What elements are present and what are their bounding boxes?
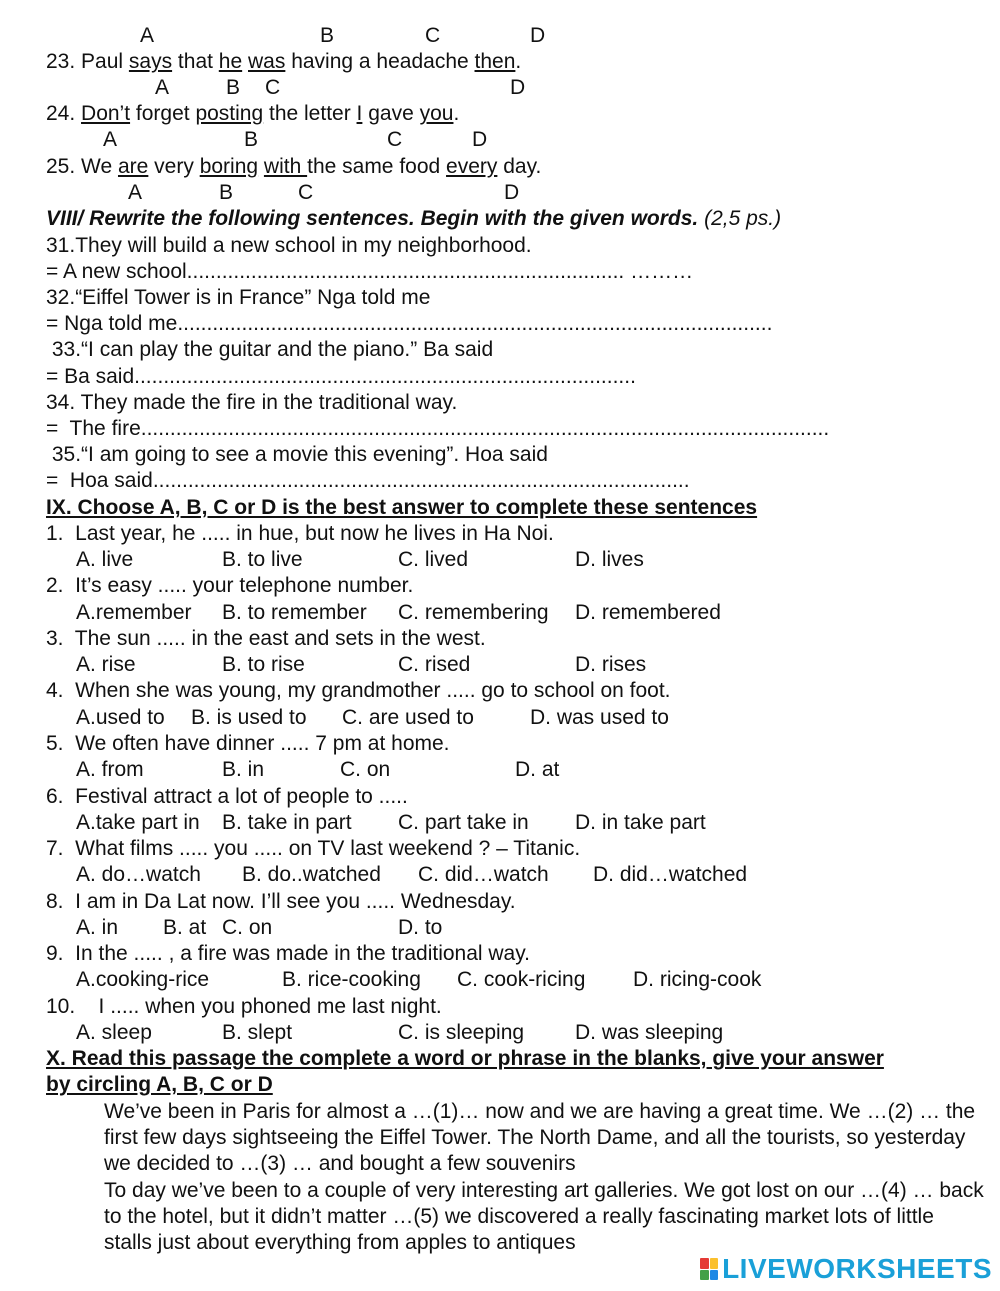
underlined-word: every	[446, 155, 498, 178]
option-a[interactable]: A.used to	[76, 706, 165, 729]
rewrite-question-32: 32.“Eiffel Tower is in France” Nga told me	[46, 286, 431, 309]
underlined-word: then	[474, 50, 516, 73]
letter-b: B	[244, 128, 259, 151]
letter-a: A	[128, 181, 143, 204]
passage-paragraph-1: We’ve been in Paris for almost a …(1)… now and we are having a great time. We …(2) … the first few days sightseeing the Eiffel Tower. The North Dame, and all the tourists, so yesterday we decided to …(3) … and bought a few souvenirs	[104, 1100, 976, 1176]
mcq-question-9: 9. In the ..... , a fire was made in the traditional way.	[46, 942, 531, 965]
option-c[interactable]: C. on	[222, 916, 273, 939]
letter-d: D	[504, 181, 520, 204]
underlined-word: says	[128, 50, 173, 73]
option-a[interactable]: A.take part in	[76, 811, 200, 834]
option-b[interactable]: B. slept	[222, 1021, 293, 1044]
option-d[interactable]: D. at	[515, 758, 560, 781]
option-c[interactable]: C. are used to	[342, 706, 474, 729]
option-c[interactable]: C. part take in	[398, 811, 529, 834]
option-c[interactable]: C. rised	[398, 653, 471, 676]
mcq-question-10: 10. I ..... when you phoned me last night.	[46, 995, 442, 1018]
option-b[interactable]: B. at	[163, 916, 207, 939]
logo-text: LIVEWORKSHEETS	[722, 1253, 992, 1284]
passage-paragraph-2: To day we’ve been to a couple of very interesting art galleries. We got lost on our …(4) … back to the hotel, but it didn’t matter …(5) we discovered a really fascinating market lots of little stalls just about everything from apples to antiques	[104, 1178, 984, 1255]
text: 23. Paul	[46, 50, 129, 73]
option-a[interactable]: A.cooking-rice	[76, 968, 210, 991]
mcq-question-5: 5. We often have dinner ..... 7 pm at home.	[46, 732, 450, 755]
letter-a: A	[155, 76, 170, 99]
option-d[interactable]: D. to	[398, 916, 443, 939]
option-b[interactable]: B. take in part	[222, 811, 352, 834]
question-23	[46, 49, 521, 75]
mcq-question-3: 3. The sun ..... in the east and sets in the west.	[46, 627, 486, 650]
letter-b: B	[219, 181, 234, 204]
underlined-word: boring	[199, 155, 259, 178]
option-a[interactable]: A. from	[76, 758, 144, 781]
mcq-question-1: 1. Last year, he ..... in hue, but now he lives in Ha Noi.	[46, 522, 554, 545]
letter-b: B	[320, 24, 335, 47]
mcq-question-4: 4. When she was young, my grandmother ..... go to school on foot.	[46, 679, 671, 702]
rewrite-answer-35[interactable]: = Hoa said............................................................................................	[46, 469, 690, 492]
option-d[interactable]: D. did…watched	[593, 863, 748, 886]
option-a[interactable]: A. in	[76, 916, 119, 939]
option-c[interactable]: C. on	[340, 758, 391, 781]
letter-d: D	[530, 24, 546, 47]
section-10-heading-line2: by circling A, B, C or D	[46, 1073, 273, 1096]
letter-c: C	[387, 128, 403, 151]
option-d[interactable]: D. rises	[575, 653, 647, 676]
option-c[interactable]: C. remembering	[398, 601, 549, 624]
text: that	[172, 50, 219, 73]
mcq-question-8: 8. I am in Da Lat now. I’ll see you ..... Wednesday.	[46, 890, 516, 913]
option-b[interactable]: B. to remember	[222, 601, 367, 624]
letter-a: A	[103, 128, 118, 151]
text: the same food	[307, 155, 447, 178]
letter-d: D	[510, 76, 526, 99]
option-a[interactable]: A.remember	[76, 601, 192, 624]
underlined-word: he	[218, 50, 243, 73]
text: very	[148, 155, 200, 178]
rewrite-answer-34[interactable]: = The fire......................................................................................................................	[46, 417, 830, 440]
rewrite-question-34: 34. They made the fire in the traditional way.	[46, 391, 458, 414]
section-8-heading	[46, 206, 781, 232]
option-d[interactable]: D. in take part	[575, 811, 706, 834]
text: forget	[130, 102, 196, 125]
option-d[interactable]: D. lives	[575, 548, 644, 571]
option-a[interactable]: A. live	[76, 548, 134, 571]
option-b[interactable]: B. to rise	[222, 653, 305, 676]
liveworksheets-logo-icon	[700, 1258, 718, 1280]
text: .	[515, 50, 522, 73]
question-24	[46, 101, 459, 127]
option-c[interactable]: C. is sleeping	[398, 1021, 525, 1044]
rewrite-question-33: 33.“I can play the guitar and the piano.” Ba said	[46, 338, 494, 361]
rewrite-answer-33[interactable]: = Ba said......................................................................................	[46, 365, 636, 388]
text: the letter	[263, 102, 357, 125]
option-a[interactable]: A. rise	[76, 653, 136, 676]
text: 24.	[46, 102, 82, 125]
option-c[interactable]: C. cook-ricing	[457, 968, 586, 991]
option-a[interactable]: A. do…watch	[76, 863, 201, 886]
liveworksheets-logo	[700, 1253, 992, 1285]
section-points: (2,5 ps.)	[698, 207, 782, 230]
rewrite-question-35: 35.“I am going to see a movie this evening”. Hoa said	[46, 443, 548, 466]
option-d[interactable]: D. was sleeping	[575, 1021, 724, 1044]
text: 25. We	[46, 155, 118, 178]
option-d[interactable]: D. ricing-cook	[633, 968, 762, 991]
text: day.	[497, 155, 542, 178]
option-d[interactable]: D. was used to	[530, 706, 669, 729]
rewrite-question-31: 31.They will build a new school in my neighborhood.	[46, 234, 532, 257]
reading-passage	[104, 1099, 984, 1256]
mcq-question-6: 6. Festival attract a lot of people to .....	[46, 785, 408, 808]
text: .	[453, 102, 460, 125]
rewrite-answer-31[interactable]: = A new school........................................................................... ………	[46, 260, 694, 283]
option-b[interactable]: B. is used to	[191, 706, 307, 729]
letter-c: C	[298, 181, 314, 204]
option-b[interactable]: B. to live	[222, 548, 303, 571]
option-b[interactable]: B. rice-cooking	[282, 968, 421, 991]
section-10-heading: X. Read this passage the complete a word or phrase in the blanks, give your answer	[46, 1047, 884, 1070]
option-d[interactable]: D. remembered	[575, 601, 721, 624]
mcq-question-7: 7. What films ..... you ..... on TV last weekend ? – Titanic.	[46, 837, 581, 860]
letter-c: C	[425, 24, 441, 47]
option-a[interactable]: A. sleep	[76, 1021, 152, 1044]
letter-c: C	[265, 76, 281, 99]
underlined-word: posting	[195, 102, 264, 125]
section-9-heading: IX. Choose A, B, C or D is the best answer to complete these sentences	[46, 496, 758, 519]
option-b[interactable]: B. do..watched	[242, 863, 381, 886]
option-c[interactable]: C. lived	[398, 548, 469, 571]
underlined-word: I	[356, 102, 363, 125]
underlined-word: was	[248, 50, 286, 73]
option-b[interactable]: B. in	[222, 758, 265, 781]
letter-a: A	[140, 24, 155, 47]
underlined-word: are	[117, 155, 149, 178]
letter-d: D	[472, 128, 488, 151]
letter-b: B	[226, 76, 241, 99]
mcq-question-2: 2. It’s easy ..... your telephone number.	[46, 574, 414, 597]
section-title: VIII/ Rewrite the following sentences. Begin with the given words.	[46, 207, 699, 230]
underlined-word: with	[263, 155, 308, 178]
rewrite-answer-32[interactable]: = Nga told me......................................................................................................	[46, 312, 773, 335]
text: having a headache	[285, 50, 475, 73]
question-25	[46, 154, 541, 180]
option-c[interactable]: C. did…watch	[418, 863, 549, 886]
text: gave	[362, 102, 420, 125]
underlined-word: Don’t	[81, 102, 131, 125]
underlined-word: you	[419, 102, 454, 125]
